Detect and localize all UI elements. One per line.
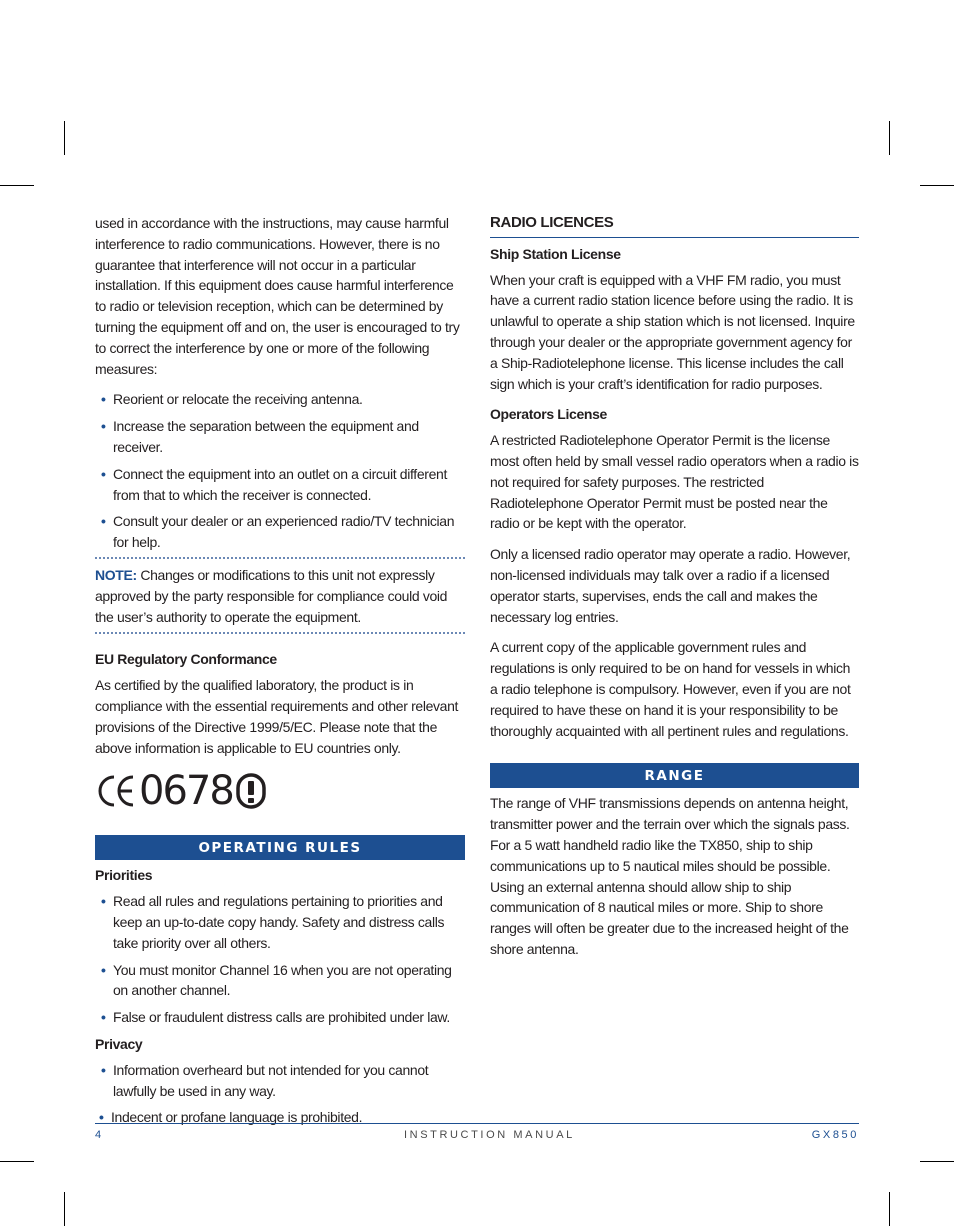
bullet-icon: • <box>101 418 106 435</box>
crop-mark <box>920 185 954 186</box>
operating-rules-banner: OPERATING RULES <box>95 835 465 860</box>
crop-mark <box>889 1192 890 1226</box>
list-item: • Increase the separation between the equipment and receiver. <box>101 418 419 455</box>
operators-text-3: A current copy of the applicable government rules and regulations is only required to be on hand for vessels in which a radio telephone is compulsory. However, even if you are not required to have these on hand it is your responsibility to be thoroughly acquainted with all pertinent rules and regulations. <box>490 639 851 739</box>
eu-text: As certified by the qualified laboratory, the product is in compliance with the essential requirements and other relevant provisions of the Directive 1999/5/EC. Please note that the above information is applicable to EU countries only. <box>95 677 459 756</box>
bullet-icon: • <box>101 1061 106 1078</box>
ce-mark <box>96 768 465 814</box>
list-item: • You must monitor Channel 16 when you are not operating on another channel. <box>101 961 452 999</box>
crop-mark <box>64 1192 65 1226</box>
list-item: • Read all rules and regulations pertaining to priorities and keep an up-to-date copy handy. Safety and distress calls take priority over all others. <box>101 893 445 951</box>
ce-notified-body-number: 0678 <box>139 768 233 815</box>
manual-title: INSTRUCTION MANUAL <box>404 1129 575 1141</box>
radio-licences-heading: RADIO LICENCES <box>490 214 614 231</box>
range-banner: RANGE <box>490 763 859 788</box>
bullet-icon: • <box>101 893 106 910</box>
note-divider-top <box>95 557 465 559</box>
privacy-heading: Privacy <box>95 1035 143 1052</box>
list-item: • Connect the equipment into an outlet on a circuit different from that to which the receiver is connected. <box>101 465 447 503</box>
priorities-list <box>95 891 465 1028</box>
bullet-icon: • <box>99 1109 104 1126</box>
intro-paragraph: used in accordance with the instructions, may cause harmful interference to radio communications. However, there is no guarantee that interference will not occur in a particular installation. If this equipment does cause harmful interference to radio or television reception, which can be determined by turning the equipment off and on, the user is encouraged to try to correct the interference by one or more of the following measures: <box>95 215 460 377</box>
ship-station-heading: Ship Station License <box>490 245 621 262</box>
heading-rule <box>490 237 859 238</box>
privacy-list <box>95 1060 465 1128</box>
crop-mark <box>920 1161 954 1162</box>
bullet-icon: • <box>101 961 106 978</box>
bullet-icon: • <box>101 1009 106 1026</box>
left-column <box>95 213 465 1138</box>
crop-mark <box>0 1161 34 1162</box>
note-text: Changes or modifications to this unit not expressly approved by the party responsible for compliance could void the user’s authority to operate the equipment. <box>95 566 448 625</box>
crop-mark <box>889 121 890 155</box>
bullet-icon: • <box>101 465 106 482</box>
bullet-icon: • <box>101 391 106 408</box>
alert-circle-icon <box>236 773 266 809</box>
list-item: • Indecent or profane language is prohibited. <box>95 1107 465 1128</box>
list-item: • Reorient or relocate the receiving antenna. <box>95 389 465 410</box>
footer-rule <box>95 1123 859 1124</box>
operators-text-1: A restricted Radiotelephone Operator Permit is the license most often held by small vessel radio operators when a radio is not required for safety purposes. The restricted Radiotelephone Operator Permit must be posted near the radio or be kept with the operator. <box>490 432 859 532</box>
bullet-icon: • <box>101 513 106 530</box>
crop-mark <box>0 185 34 186</box>
page-number: 4 <box>95 1129 104 1141</box>
crop-mark <box>64 121 65 155</box>
eu-heading: EU Regulatory Conformance <box>95 651 277 668</box>
model-name: GX850 <box>811 1129 859 1141</box>
operators-text-2: Only a licensed radio operator may operate a radio. However, non-licensed individuals may talk over a radio if a licensed operator starts, supervises, ends the call and makes the necessary log entries. <box>490 546 851 625</box>
list-item: • Information overheard but not intended for you cannot lawfully be used in any way. <box>101 1061 429 1099</box>
ce-logo-icon <box>96 771 136 811</box>
list-item: • Consult your dealer or an experienced radio/TV technician for help. <box>101 513 455 551</box>
right-column <box>490 213 859 970</box>
priorities-heading: Priorities <box>95 867 153 884</box>
range-text: The range of VHF transmissions depends on antenna height, transmitter power and the terrain over which the signals pass. For a 5 watt handheld radio like the TX850, ship to ship communications up to 5 nautical miles should be possible. Using an external antenna should allow ship to ship communication of 8 nautical miles or more. Ship to shore ranges will often be greater due to the increased height of the shore antenna. <box>490 795 850 957</box>
note-divider-bottom <box>95 632 465 634</box>
ship-station-text: When your craft is equipped with a VHF FM radio, you must have a current radio station licence before using the radio. It is unlawful to operate a ship station which is not licensed. Inquire through your dealer or the appropriate government agency for a Ship-Radiotelephone license. This license includes the call sign which is your craft’s identification for radio purposes. <box>490 271 855 392</box>
note-label: NOTE: <box>95 566 137 583</box>
list-item: • False or fraudulent distress calls are prohibited under law. <box>95 1007 465 1028</box>
note-paragraph <box>95 565 465 627</box>
measures-list <box>95 389 465 553</box>
operators-heading: Operators License <box>490 406 607 423</box>
